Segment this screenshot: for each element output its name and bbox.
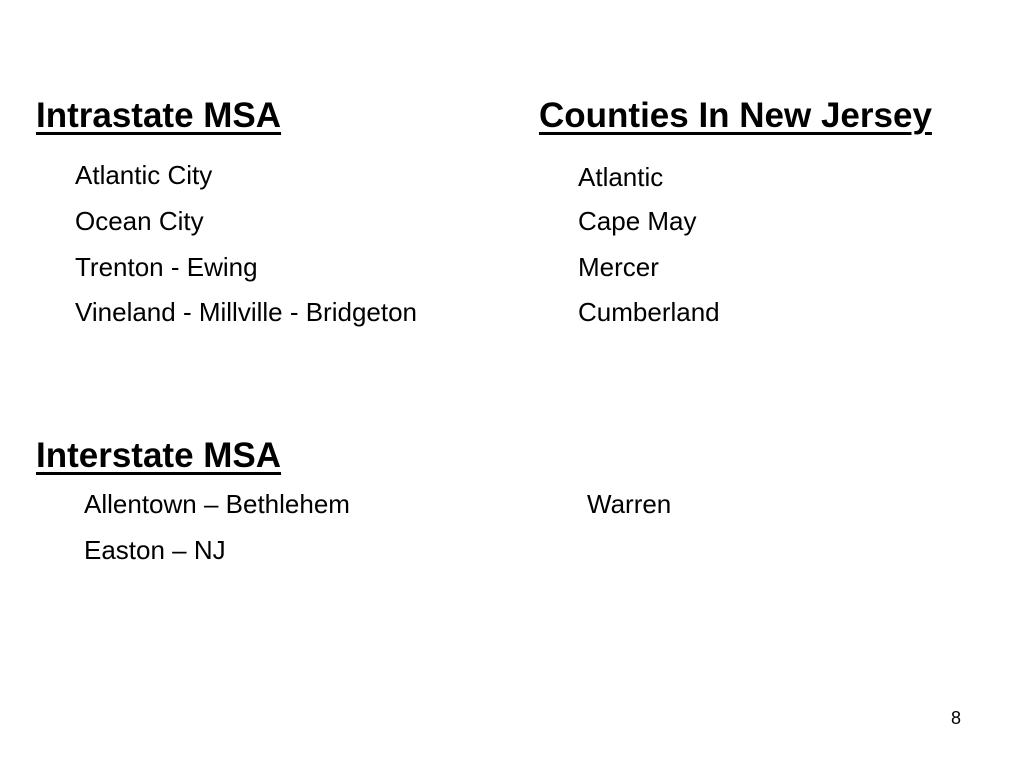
county-item: Cumberland bbox=[578, 297, 720, 327]
page-number: 8 bbox=[951, 708, 962, 728]
counties-heading: Counties In New Jersey bbox=[539, 96, 932, 135]
county-item: Atlantic bbox=[578, 162, 664, 192]
intrastate-msa-item: Atlantic City bbox=[75, 160, 213, 190]
intrastate-msa-item: Trenton - Ewing bbox=[75, 252, 258, 282]
intrastate-msa-item: Vineland - Millville - Bridgeton bbox=[75, 297, 418, 327]
interstate-msa-heading: Interstate MSA bbox=[36, 436, 282, 475]
interstate-msa-item: Easton – NJ bbox=[84, 535, 226, 565]
intrastate-msa-heading: Intrastate MSA bbox=[36, 96, 282, 135]
intrastate-msa-item: Ocean City bbox=[75, 206, 204, 236]
county-item: Cape May bbox=[578, 206, 697, 236]
interstate-msa-item: Allentown – Bethlehem bbox=[84, 489, 350, 519]
county-item: Mercer bbox=[578, 252, 659, 282]
interstate-county-item: Warren bbox=[587, 489, 672, 519]
